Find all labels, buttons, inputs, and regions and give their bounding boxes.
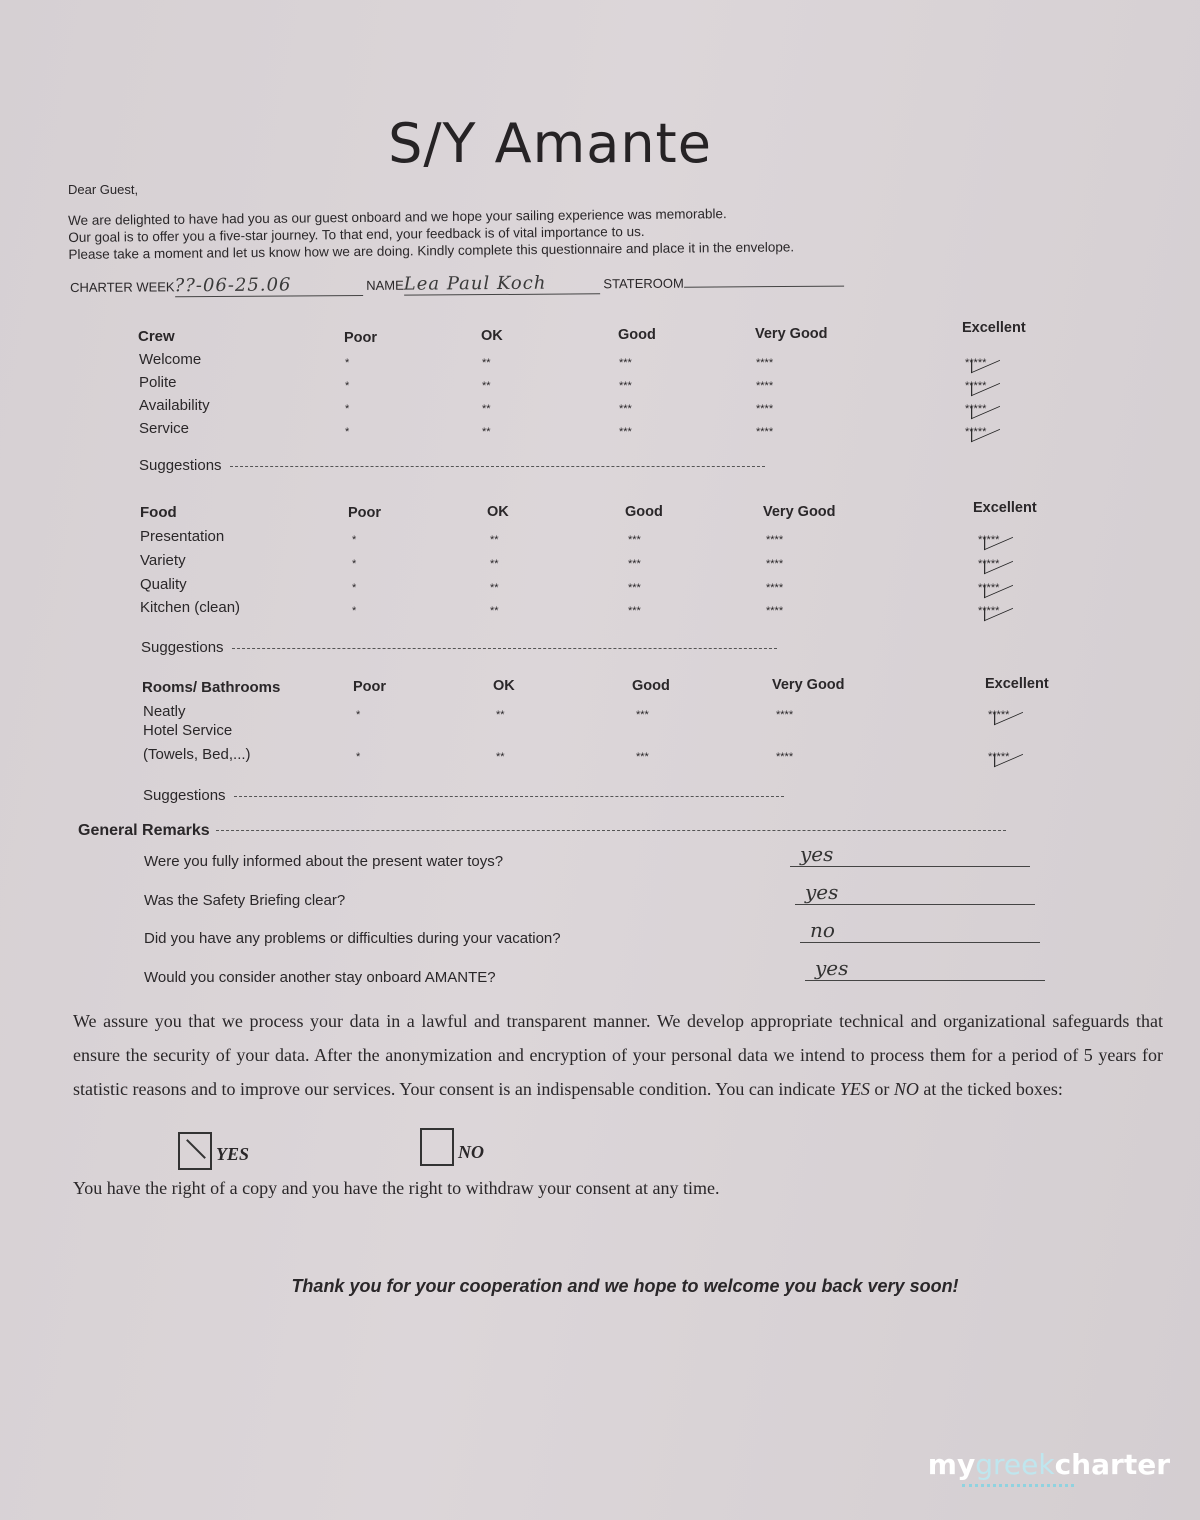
suggestions-field[interactable] (230, 466, 765, 467)
col-poor: Poor (344, 330, 378, 346)
food-rating-3-stars[interactable]: *** (628, 558, 641, 570)
consent-paragraph: We assure you that we process your data in a lawful and transparent manner. We develop appropriate technical and organizational safeguards that ensure the security of your data. After the anonymization and encryption of your personal data we intend to process them for a period of 5 years for statistic reasons and to improve our services. Your consent is an indispensable condition. You can indicate (73, 1011, 1163, 1099)
charter-week-label: CHARTER WEEK (70, 279, 175, 295)
food-row-variety: Variety (140, 552, 186, 569)
crew-row-availability: Availability (139, 397, 210, 414)
suggestions-field[interactable] (232, 648, 777, 649)
suggestions-field[interactable] (234, 796, 784, 797)
food-rating-2-stars[interactable]: ** (490, 534, 499, 546)
col-good: Good (625, 504, 663, 520)
intro-line: Please take a moment and let us know how we are doing. Kindly complete this questionnaire and place it in the envelope. (68, 239, 795, 262)
question-safety-briefing: Was the Safety Briefing clear? (144, 892, 346, 909)
stateroom-label: STATEROOM (603, 275, 684, 292)
suggestions-label: Suggestions (139, 457, 222, 474)
withdraw-consent-note: You have the right of a copy and you have the right to withdraw your consent at any time. (73, 1178, 720, 1198)
consent-yes-label: YES (216, 1144, 250, 1164)
food-rating-1-stars[interactable]: * (352, 582, 357, 594)
stateroom-field[interactable] (684, 286, 844, 288)
question-water-toys: Were you fully informed about the present water toys? (144, 853, 504, 870)
crew-rating-1-stars[interactable]: * (345, 380, 350, 392)
food-rating-5-stars-selected[interactable]: ***** (978, 558, 1000, 570)
rooms-rating-3-stars[interactable]: *** (636, 709, 649, 721)
crew-row-welcome: Welcome (139, 351, 202, 368)
name-label: NAME (366, 277, 404, 293)
crew-rating-4-stars[interactable]: **** (756, 426, 774, 438)
intro-line: Our goal is to offer you a five-star journey. To that end, your feedback is of vital importance to us. (68, 223, 645, 245)
food-rating-4-stars[interactable]: **** (766, 582, 784, 594)
crew-rating-2-stars[interactable]: ** (482, 403, 491, 415)
crew-suggestions (139, 457, 765, 474)
rooms-suggestions (143, 787, 784, 804)
crew-rating-5-stars-selected[interactable]: ***** (965, 380, 987, 392)
col-poor: Poor (348, 505, 382, 521)
food-rating-3-stars[interactable]: *** (628, 534, 641, 546)
consent-tail: at the ticked boxes: (918, 1079, 1063, 1099)
mygreekcharter-logo (928, 1448, 1170, 1481)
food-rating-5-stars-selected[interactable]: ***** (978, 605, 1000, 617)
crew-rating-1-stars[interactable]: * (345, 357, 350, 369)
question-another-stay: Would you consider another stay onboard AMANTE? (144, 969, 496, 986)
crew-rating-4-stars[interactable]: **** (756, 357, 774, 369)
logo-part-my: my (927, 1448, 976, 1481)
food-rating-4-stars[interactable]: **** (766, 605, 784, 617)
food-rating-1-stars[interactable]: * (352, 558, 357, 570)
crew-rating-5-stars-selected[interactable]: ***** (965, 426, 987, 438)
consent-yes-checkbox[interactable] (178, 1132, 212, 1170)
col-ok: OK (481, 328, 503, 344)
crew-heading: Crew (138, 328, 175, 345)
crew-rating-5-stars-selected[interactable]: ***** (965, 357, 987, 369)
logo-part-charter: charter (1054, 1448, 1170, 1481)
name-field[interactable]: Lea Paul Koch (404, 272, 600, 295)
food-rating-4-stars[interactable]: **** (766, 534, 784, 546)
consent-no-label: NO (458, 1142, 484, 1162)
crew-rating-4-stars[interactable]: **** (756, 380, 774, 392)
crew-row-service: Service (139, 420, 190, 437)
col-good: Good (632, 678, 670, 694)
answer-problems[interactable]: no (800, 918, 1040, 943)
rooms-heading: Rooms/ Bathrooms (142, 679, 281, 696)
consent-or-word: or (869, 1079, 894, 1099)
col-excellent: Excellent (962, 320, 1026, 336)
rooms-rating-1-stars[interactable]: * (356, 709, 361, 721)
rooms-row-neatly: Neatly (143, 703, 186, 720)
general-remarks-label: General Remarks (78, 822, 210, 839)
greeting: Dear Guest, (68, 182, 139, 197)
page-title: S/Y Amante (388, 112, 712, 175)
food-rating-1-stars[interactable]: * (352, 534, 357, 546)
col-very-good: Very Good (772, 677, 845, 693)
food-heading: Food (140, 504, 177, 521)
col-ok: OK (493, 678, 515, 694)
charter-week-field[interactable]: ??-06-25.06 (174, 274, 362, 297)
crew-rating-2-stars[interactable]: ** (482, 357, 491, 369)
answer-safety-briefing[interactable]: yes (795, 880, 1035, 905)
food-rating-5-stars-selected[interactable]: ***** (978, 534, 1000, 546)
crew-rating-2-stars[interactable]: ** (482, 426, 491, 438)
crew-rating-3-stars[interactable]: *** (619, 380, 632, 392)
consent-no-word: NO (893, 1079, 919, 1099)
food-row-quality: Quality (140, 576, 187, 593)
question-problems: Did you have any problems or difficulties during your vacation? (144, 930, 561, 947)
food-rating-2-stars[interactable]: ** (490, 605, 499, 617)
col-good: Good (618, 327, 656, 343)
thank-you-note: Thank you for your cooperation and we hope to welcome you back very soon! (291, 1276, 959, 1296)
suggestions-label: Suggestions (143, 787, 226, 804)
rooms-rating-3-stars[interactable]: *** (636, 751, 649, 763)
col-poor: Poor (353, 679, 387, 695)
crew-rating-5-stars-selected[interactable]: ***** (965, 403, 987, 415)
col-excellent: Excellent (973, 500, 1037, 516)
rooms-rating-4-stars[interactable]: **** (776, 751, 794, 763)
rooms-row-hotel-service: Hotel Service (143, 722, 233, 739)
rooms-row-towels: (Towels, Bed,...) (143, 746, 251, 763)
crew-rating-1-stars[interactable]: * (345, 426, 350, 438)
answer-another-stay[interactable]: yes (805, 956, 1045, 981)
crew-rating-3-stars[interactable]: *** (619, 357, 632, 369)
food-rating-1-stars[interactable]: * (352, 605, 357, 617)
consent-no-checkbox[interactable] (420, 1128, 454, 1166)
rooms-rating-4-stars[interactable]: **** (776, 709, 794, 721)
food-row-kitchen: Kitchen (clean) (140, 599, 241, 616)
col-excellent: Excellent (985, 676, 1049, 692)
food-rating-3-stars[interactable]: *** (628, 605, 641, 617)
col-very-good: Very Good (763, 504, 836, 520)
food-rating-2-stars[interactable]: ** (490, 582, 499, 594)
logo-part-greek: greek (975, 1448, 1055, 1481)
consent-yes-word: YES (839, 1079, 870, 1099)
food-rating-3-stars[interactable]: *** (628, 582, 641, 594)
suggestions-label: Suggestions (141, 639, 224, 656)
rooms-rating-5-stars-selected[interactable]: ***** (988, 751, 1010, 763)
food-rating-4-stars[interactable]: **** (766, 558, 784, 570)
rooms-rating-5-stars-selected[interactable]: ***** (988, 709, 1010, 721)
food-row-presentation: Presentation (140, 528, 225, 545)
intro-line: We are delighted to have had you as our guest onboard and we hope your sailing experience was memorable. (68, 206, 727, 228)
food-suggestions (141, 639, 777, 656)
crew-rating-4-stars[interactable]: **** (756, 403, 774, 415)
rooms-rating-2-stars[interactable]: ** (496, 709, 505, 721)
crew-rating-3-stars[interactable]: *** (619, 403, 632, 415)
general-remarks-field[interactable] (216, 830, 1006, 831)
rooms-rating-1-stars[interactable]: * (356, 751, 361, 763)
logo-wave-icon (962, 1481, 1074, 1487)
food-rating-5-stars-selected[interactable]: ***** (978, 582, 1000, 594)
general-remarks (78, 822, 1006, 840)
data-consent-text (73, 1004, 1163, 1106)
col-ok: OK (487, 504, 509, 520)
charter-info-row (70, 271, 844, 298)
crew-rating-3-stars[interactable]: *** (619, 426, 632, 438)
crew-row-polite: Polite (139, 374, 177, 391)
rooms-rating-2-stars[interactable]: ** (496, 751, 505, 763)
food-rating-2-stars[interactable]: ** (490, 558, 499, 570)
crew-rating-2-stars[interactable]: ** (482, 380, 491, 392)
crew-rating-1-stars[interactable]: * (345, 403, 350, 415)
col-very-good: Very Good (755, 326, 828, 342)
intro-paragraph (68, 204, 794, 263)
answer-water-toys[interactable]: yes (790, 842, 1030, 867)
